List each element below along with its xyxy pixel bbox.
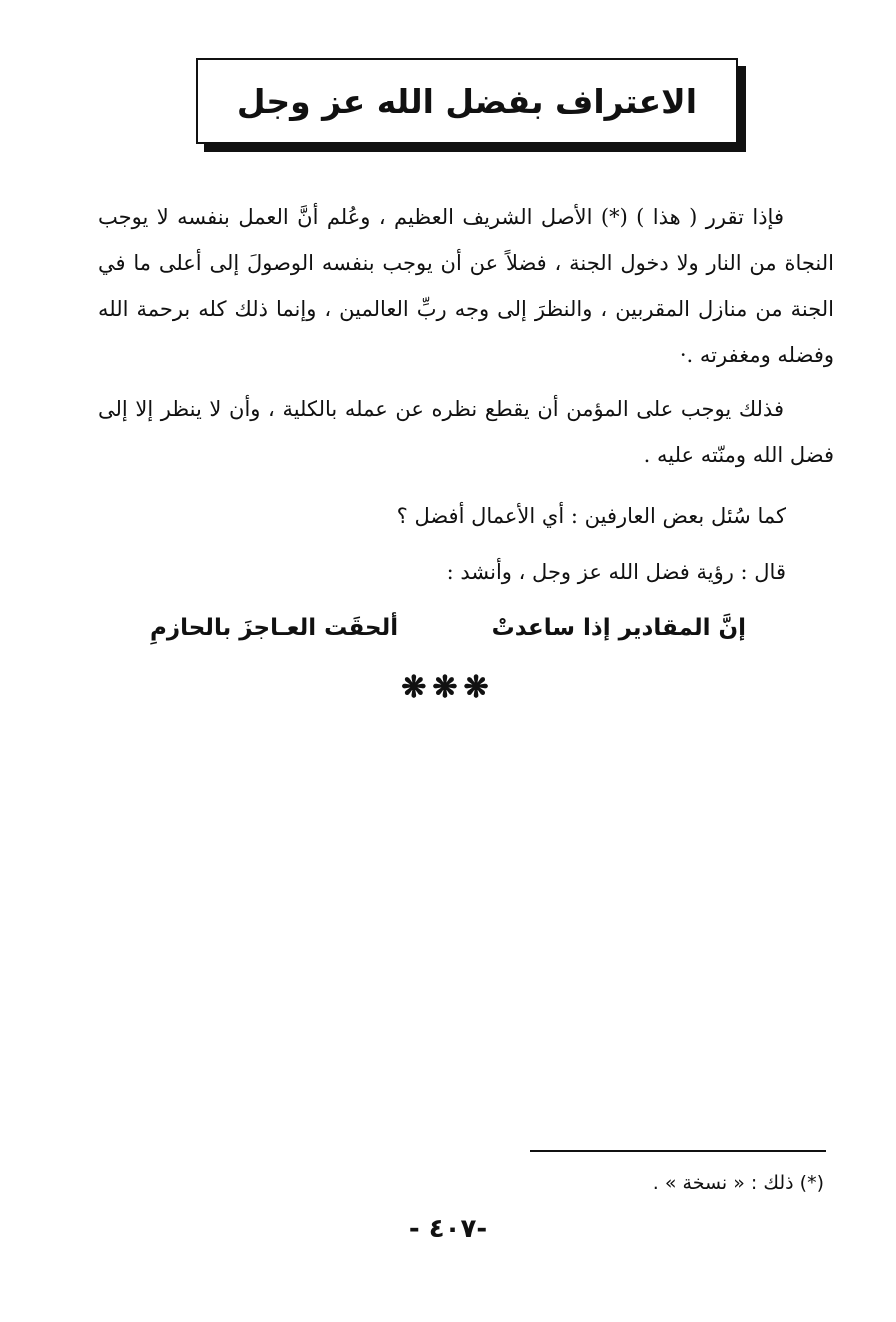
line-asked: كما سُئل بعض العارفين : أي الأعمال أفضل ؟ — [396, 504, 786, 528]
section-separator-stars: ❋❋❋ — [401, 670, 495, 705]
footnote: (*) ذلك : « نسخة » . — [652, 1172, 824, 1194]
line-said: قال : رؤية فضل الله عز وجل ، وأنشد : — [446, 560, 786, 584]
chapter-title: الاعتراف بفضل الله عز وجل — [236, 81, 698, 121]
page-number: - ٤٠٧- — [408, 1214, 488, 1244]
footnote-divider — [530, 1150, 826, 1152]
poetry-verse — [150, 606, 746, 650]
verse-first-hemistich: إنَّ المقادير إذا ساعدتْ — [491, 615, 746, 641]
paragraph-2: فذلك يوجب على المؤمن أن يقطع نظره عن عمله بالكلية ، وأن لا ينظر إلا إلى فضل الله ومنّته عليه . — [98, 397, 834, 467]
paragraph-1: فإذا تقرر ( هذا ) (*) الأصل الشريف العظيم ، وعُلم أنَّ العمل بنفسه لا يوجب النجاة من النار ولا دخول الجنة ، فضلاً عن أن يوجب بنفسه الوصولَ إلى أعلى ما في الجنة من منازل المقربين ، والنظرَ إلى وجه ربِّ العالمين ، وإنما ذلك كله برحمة الله وفضله ومغفرته .· — [98, 205, 834, 367]
chapter-title-box — [196, 58, 738, 144]
verse-second-hemistich: ألحقَت العـاجزَ بالحازمِ — [150, 615, 399, 641]
